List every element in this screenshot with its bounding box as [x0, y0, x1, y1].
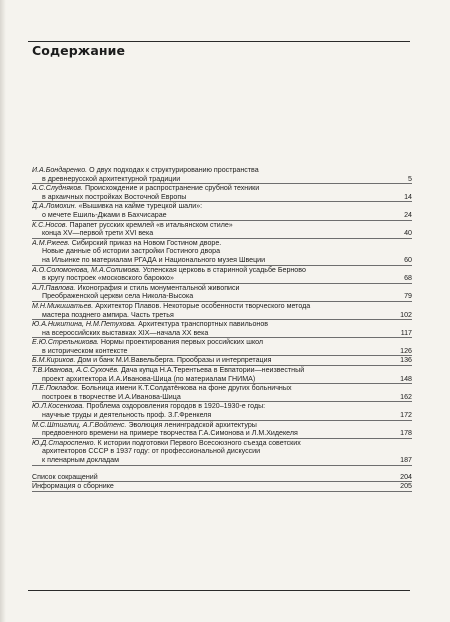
toc-title-line: Архитектор Плавов. Некоторые особенности творческого метода	[95, 301, 311, 310]
toc-title-line: мастера позднего ампира. Часть третья	[42, 310, 174, 319]
toc-page-number: 117	[400, 328, 412, 337]
toc-page-number: 60	[404, 255, 412, 264]
toc-author: М.С.Штиглиц, А.Г.Войтенс.	[32, 420, 127, 429]
toc-title-line: Нормы проектирования первых российских школ	[100, 338, 264, 347]
toc-entry	[32, 338, 412, 356]
toc-title-line: О двух подходах к структурированию пространства	[89, 166, 259, 174]
toc-author: Ю.А.Никитина, Н.М.Петухова.	[32, 320, 137, 329]
toc-entry	[32, 439, 412, 466]
section-gap	[32, 466, 412, 473]
toc-title-line: проект архитектора И.А.Иванова-Шица (по материалам ГНИМА)	[42, 374, 256, 383]
bottom-rule	[28, 590, 410, 591]
page-title: Содержание	[32, 43, 126, 58]
toc-page-number: 162	[400, 392, 412, 401]
toc-title-line: построек в творчестве И.А.Иванова-Шица	[42, 392, 181, 401]
toc-title-line: на всероссийских выставках XIX—начала XX века	[42, 328, 209, 337]
toc-title-line: в архаичных постройках Восточной Европы	[42, 192, 187, 201]
toc-entry	[32, 166, 412, 184]
toc-title-line: к пленарным докладам	[42, 456, 119, 464]
toc-author: А.Л.Павлова.	[32, 283, 76, 292]
toc-title-line: Иконография и стиль монументальной живописи	[77, 283, 240, 292]
toc-author: И.А.Бондаренко.	[32, 166, 88, 174]
toc-title-line: Парапет русских кремлей «в итальянском стиле»	[69, 220, 233, 229]
toc-author: Т.В.Иванова, А.С.Сухочёв.	[32, 366, 119, 375]
toc-title-line: в историческом контексте	[42, 346, 128, 355]
toc-entry	[32, 356, 412, 366]
toc-title-line: в кругу построек «московского барокко»	[42, 274, 174, 283]
toc-page-number: 148	[400, 374, 412, 383]
toc-page-number: 205	[400, 482, 412, 491]
toc-page-number: 24	[404, 210, 412, 219]
toc-author: А.О.Соломонова, М.А.Солимова.	[32, 265, 141, 274]
toc-entry	[32, 384, 412, 402]
toc-title-line: Дача купца Н.А.Терентьева в Евпатории—неизвестный	[120, 366, 305, 375]
toc-page-number: 204	[400, 472, 412, 481]
toc-page-number: 172	[400, 411, 412, 420]
toc-title-line: Архитектура транспортных павильонов	[138, 320, 269, 329]
toc-appendix-entry	[32, 473, 412, 483]
toc-author: Д.А.Ломохин.	[32, 202, 77, 211]
toc-title-line: архитекторов СССР в 1937 году: от профессиональной дискуссии	[42, 447, 261, 456]
toc-entry	[32, 202, 412, 220]
toc-title-line: конца XV—первой трети XVI века	[42, 229, 154, 238]
toc-page-number: 40	[404, 229, 412, 238]
toc-title-line: на Ильинке по материалам РГАДА и Национального музея Швеции	[42, 255, 266, 264]
toc-appendix-entry	[32, 482, 412, 492]
page-edge-shadow	[0, 0, 6, 622]
toc-author: Б.М.Кириков.	[32, 356, 76, 365]
toc-entry	[32, 184, 412, 202]
toc-author: Е.Ю.Стрельникова.	[32, 338, 99, 347]
toc-entry	[32, 284, 412, 302]
toc-page-number: 178	[400, 429, 412, 438]
toc-author: К.С.Носов.	[32, 220, 68, 229]
toc-title-line: научные труды и деятельность проф. З.Г.Френкеля	[42, 411, 212, 420]
toc-author: А.С.Слудняков.	[32, 184, 83, 193]
toc-entry	[32, 239, 412, 266]
toc-page-number: 136	[400, 356, 412, 365]
toc-entry	[32, 320, 412, 338]
toc-entry	[32, 266, 412, 284]
toc-appendix-label: Список сокращений	[32, 472, 98, 481]
toc-entry	[32, 302, 412, 320]
toc-title-line: Эволюция ленинградской архитектуры	[128, 420, 257, 429]
toc-appendix-label: Информация о сборнике	[32, 482, 114, 491]
toc-author: Ю.Д.Староспенко.	[32, 438, 96, 447]
toc-page-number: 14	[404, 192, 412, 201]
toc-title-line: Дом и банк М.И.Вавельберга. Прообразы и интерпретация	[77, 356, 272, 365]
toc-author: П.Е.Покладок.	[32, 384, 80, 393]
toc-author: Ю.Л.Косенкова.	[32, 402, 85, 411]
toc-title-line: Преображенской церкви села Никола-Высока	[42, 292, 194, 301]
toc-author: А.М.Ржеев.	[32, 238, 70, 247]
toc-title-line: о мечете Ешиль-Джами в Бахчисарае	[42, 210, 167, 219]
toc-title-line: «Вышивка на кайме турецкой шали»:	[78, 202, 203, 211]
top-rule	[28, 41, 410, 42]
toc-page-number: 102	[400, 310, 412, 319]
toc-entry	[32, 421, 412, 439]
table-of-contents	[32, 166, 412, 492]
toc-title-line: К истории подготовки Первого Всесоюзного съезда советских	[97, 438, 301, 447]
toc-title-line: Проблема оздоровления городов в 1920–1930-е годы:	[86, 402, 266, 411]
toc-title-line: предвоенного времени на примере творчества Г.А.Симонова и Л.М.Хидекеля	[42, 429, 298, 438]
toc-title-line: Происхождение и распространение срубной техники	[84, 184, 260, 193]
toc-title-line: Новые данные об истории застройки Гостиного двора	[42, 247, 221, 256]
toc-entry	[32, 221, 412, 239]
toc-page-number: 126	[400, 346, 412, 355]
toc-title-line: Больница имени К.Т.Солдатёнкова на фоне других больничных	[81, 384, 292, 393]
toc-title-line: Сибирский приказ на Новом Гостином дворе.	[71, 238, 222, 247]
toc-page-number: 5	[408, 174, 412, 183]
toc-title-line: Успенская церковь в старинной усадьбе Берново	[142, 265, 306, 274]
toc-entry	[32, 402, 412, 420]
toc-author: М.Н.Микишатьев.	[32, 301, 94, 310]
toc-title-line: в древнерусской архитектурной традиции	[42, 174, 181, 183]
toc-page-number: 79	[404, 292, 412, 301]
toc-page-number: 187	[400, 456, 412, 464]
toc-page-number: 68	[404, 274, 412, 283]
toc-entry	[32, 366, 412, 384]
